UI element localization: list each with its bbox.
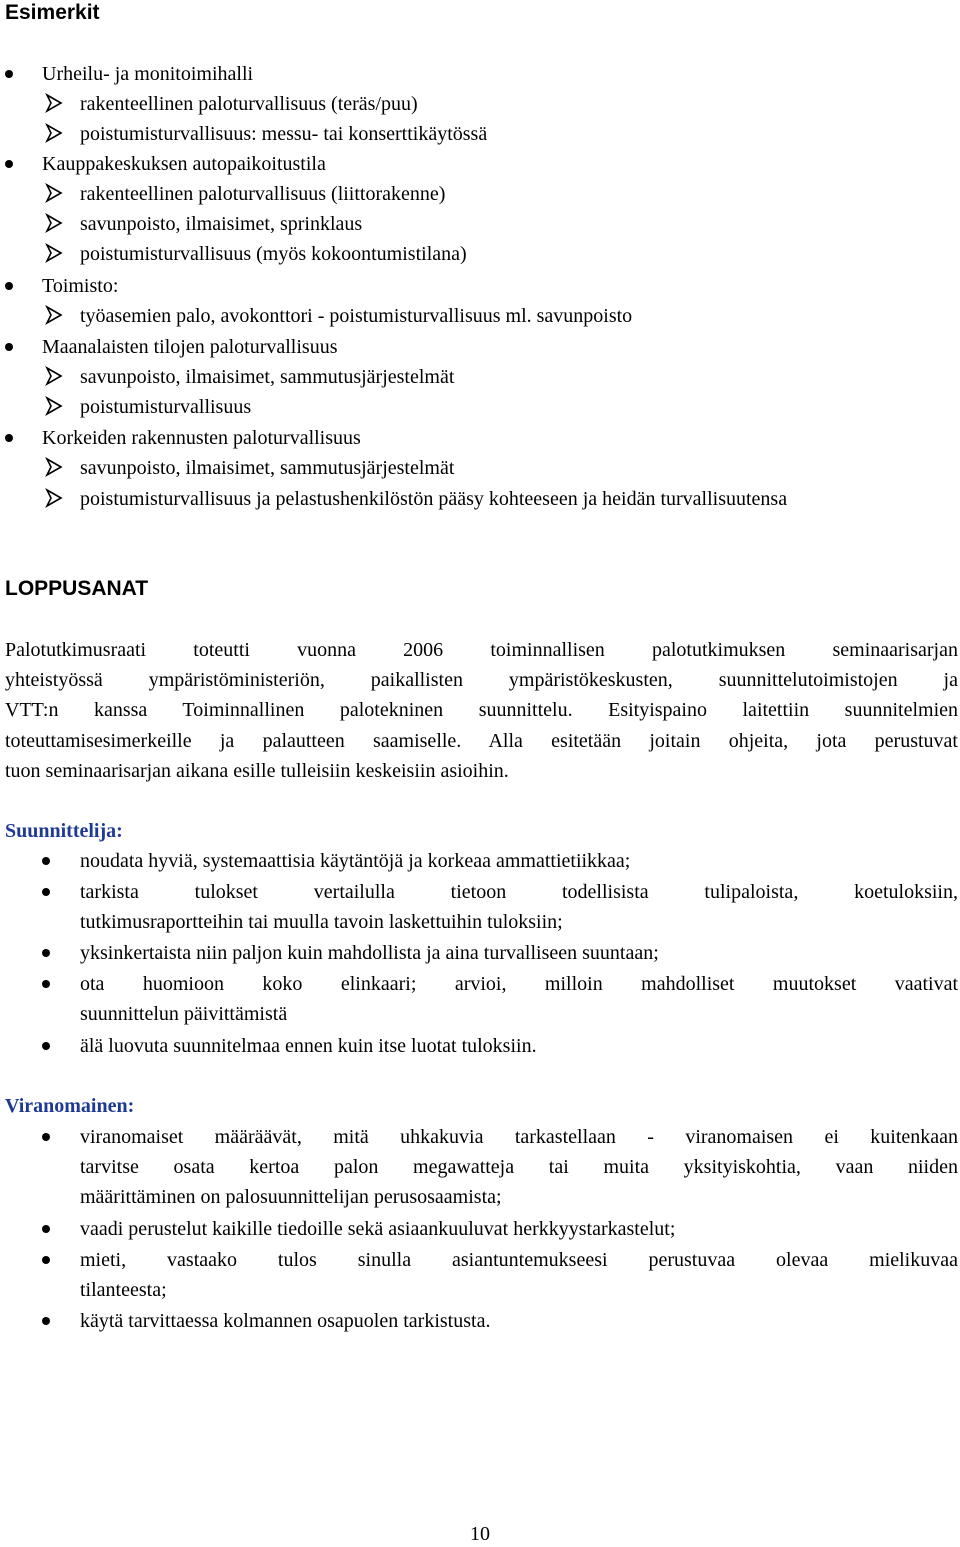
bullet-dot [5,160,13,168]
example-subitem: työasemien palo, avokonttori - poistumisturvallisuus ml. savunpoisto [80,305,633,327]
designer-item: tarkista tulokset vertailulla tietoon todellisista tulipaloista, koetuloksiin, [80,881,958,903]
bullet-dot [42,888,50,896]
example-item: Urheilu- ja monitoimihalli [42,63,254,85]
bullet-dot [42,857,50,865]
example-item: Korkeiden rakennusten paloturvallisuus [42,427,361,449]
closing-paragraph-line: tuon seminaarisarjan aikana esille tulleisiin keskeisiin asioihin. [5,760,509,782]
bullet-dot [42,1042,50,1050]
designer-item: ota huomioon koko elinkaari; arvioi, milloin mahdolliset muutokset vaativat [80,973,958,995]
arrow-bullet-icon [44,488,64,508]
bullet-dot [5,343,13,351]
bullet-dot [42,1133,50,1141]
examples-heading: Esimerkit [5,1,100,24]
arrow-bullet-icon [44,366,64,386]
example-subitem: savunpoisto, ilmaisimet, sammutusjärjestelmät [80,366,455,388]
arrow-bullet-icon [44,213,64,233]
example-item: Toimisto: [42,275,119,297]
authority-item-continued: määrittäminen on palosuunnittelijan perusosaamista; [80,1186,502,1208]
page-number: 10 [470,1523,490,1545]
bullet-dot [42,1317,50,1325]
arrow-bullet-icon [44,183,64,203]
example-subitem: rakenteellinen paloturvallisuus (liittorakenne) [80,183,446,205]
designer-heading: Suunnittelija: [5,820,123,842]
arrow-bullet-icon [44,305,64,325]
authority-item: viranomaiset määräävät, mitä uhkakuvia tarkastellaan - viranomaisen ei kuitenkaan [80,1126,958,1148]
designer-item: älä luovuta suunnitelmaa ennen kuin itse luotat tuloksiin. [80,1035,537,1057]
authority-item: mieti, vastaako tulos sinulla asiantuntemukseesi perustuvaa olevaa mielikuvaa [80,1249,958,1271]
arrow-bullet-icon [44,457,64,477]
bullet-dot [5,434,13,442]
closing-paragraph-line: yhteistyössä ympäristöministeriön, paikallisten ympäristökeskusten, suunnittelutoimistojen ja [5,669,958,691]
bullet-dot [42,949,50,957]
arrow-bullet-icon [44,243,64,263]
example-subitem: rakenteellinen paloturvallisuus (teräs/puu) [80,93,418,115]
designer-item-continued: suunnittelun päivittämistä [80,1003,288,1025]
closing-paragraph-line: VTT:n kanssa Toiminnallinen palotekninen suunnittelu. Esityispaino laitettiin suunnitelmien [5,699,958,721]
closing-paragraph-line: Palotutkimusraati toteutti vuonna 2006 toiminnallisen palotutkimuksen seminaarisarjan [5,639,958,661]
bullet-dot [42,1225,50,1233]
designer-item: yksinkertaista niin paljon kuin mahdollista ja aina turvalliseen suuntaan; [80,942,659,964]
authority-item-continued: tarvitse osata kertoa palon megawatteja tai muita yksityiskohtia, vaan niiden [80,1156,958,1178]
authority-item-continued: tilanteesta; [80,1279,167,1301]
bullet-dot [5,70,13,78]
bullet-dot [5,282,13,290]
bullet-dot [42,980,50,988]
example-subitem: poistumisturvallisuus: messu- tai konserttikäytössä [80,123,488,145]
arrow-bullet-icon [44,93,64,113]
example-subitem: savunpoisto, ilmaisimet, sammutusjärjestelmät [80,457,455,479]
bullet-dot [42,1256,50,1264]
authority-item: käytä tarvittaessa kolmannen osapuolen tarkistusta. [80,1310,491,1332]
arrow-bullet-icon [44,123,64,143]
closing-paragraph-line: toteuttamisesimerkeille ja palautteen saamiselle. Alla esitetään joitain ohjeita, jota perustuvat [5,730,958,752]
example-subitem: poistumisturvallisuus (myös kokoontumistilana) [80,243,467,265]
example-item: Kauppakeskuksen autopaikoitustila [42,153,326,175]
closing-heading: LOPPUSANAT [5,577,149,600]
authority-heading: Viranomainen: [5,1095,135,1117]
arrow-bullet-icon [44,396,64,416]
example-item: Maanalaisten tilojen paloturvallisuus [42,336,338,358]
designer-item-continued: tutkimusraportteihin tai muulla tavoin laskettuihin tuloksiin; [80,911,563,933]
example-subitem: savunpoisto, ilmaisimet, sprinklaus [80,213,363,235]
example-subitem: poistumisturvallisuus [80,396,252,418]
authority-item: vaadi perustelut kaikille tiedoille sekä asiaankuuluvat herkkyystarkastelut; [80,1218,676,1240]
designer-item: noudata hyviä, systemaattisia käytäntöjä ja korkeaa ammattietiikkaa; [80,850,631,872]
example-subitem: poistumisturvallisuus ja pelastushenkilöstön pääsy kohteeseen ja heidän turvallisuutensa [80,488,788,510]
